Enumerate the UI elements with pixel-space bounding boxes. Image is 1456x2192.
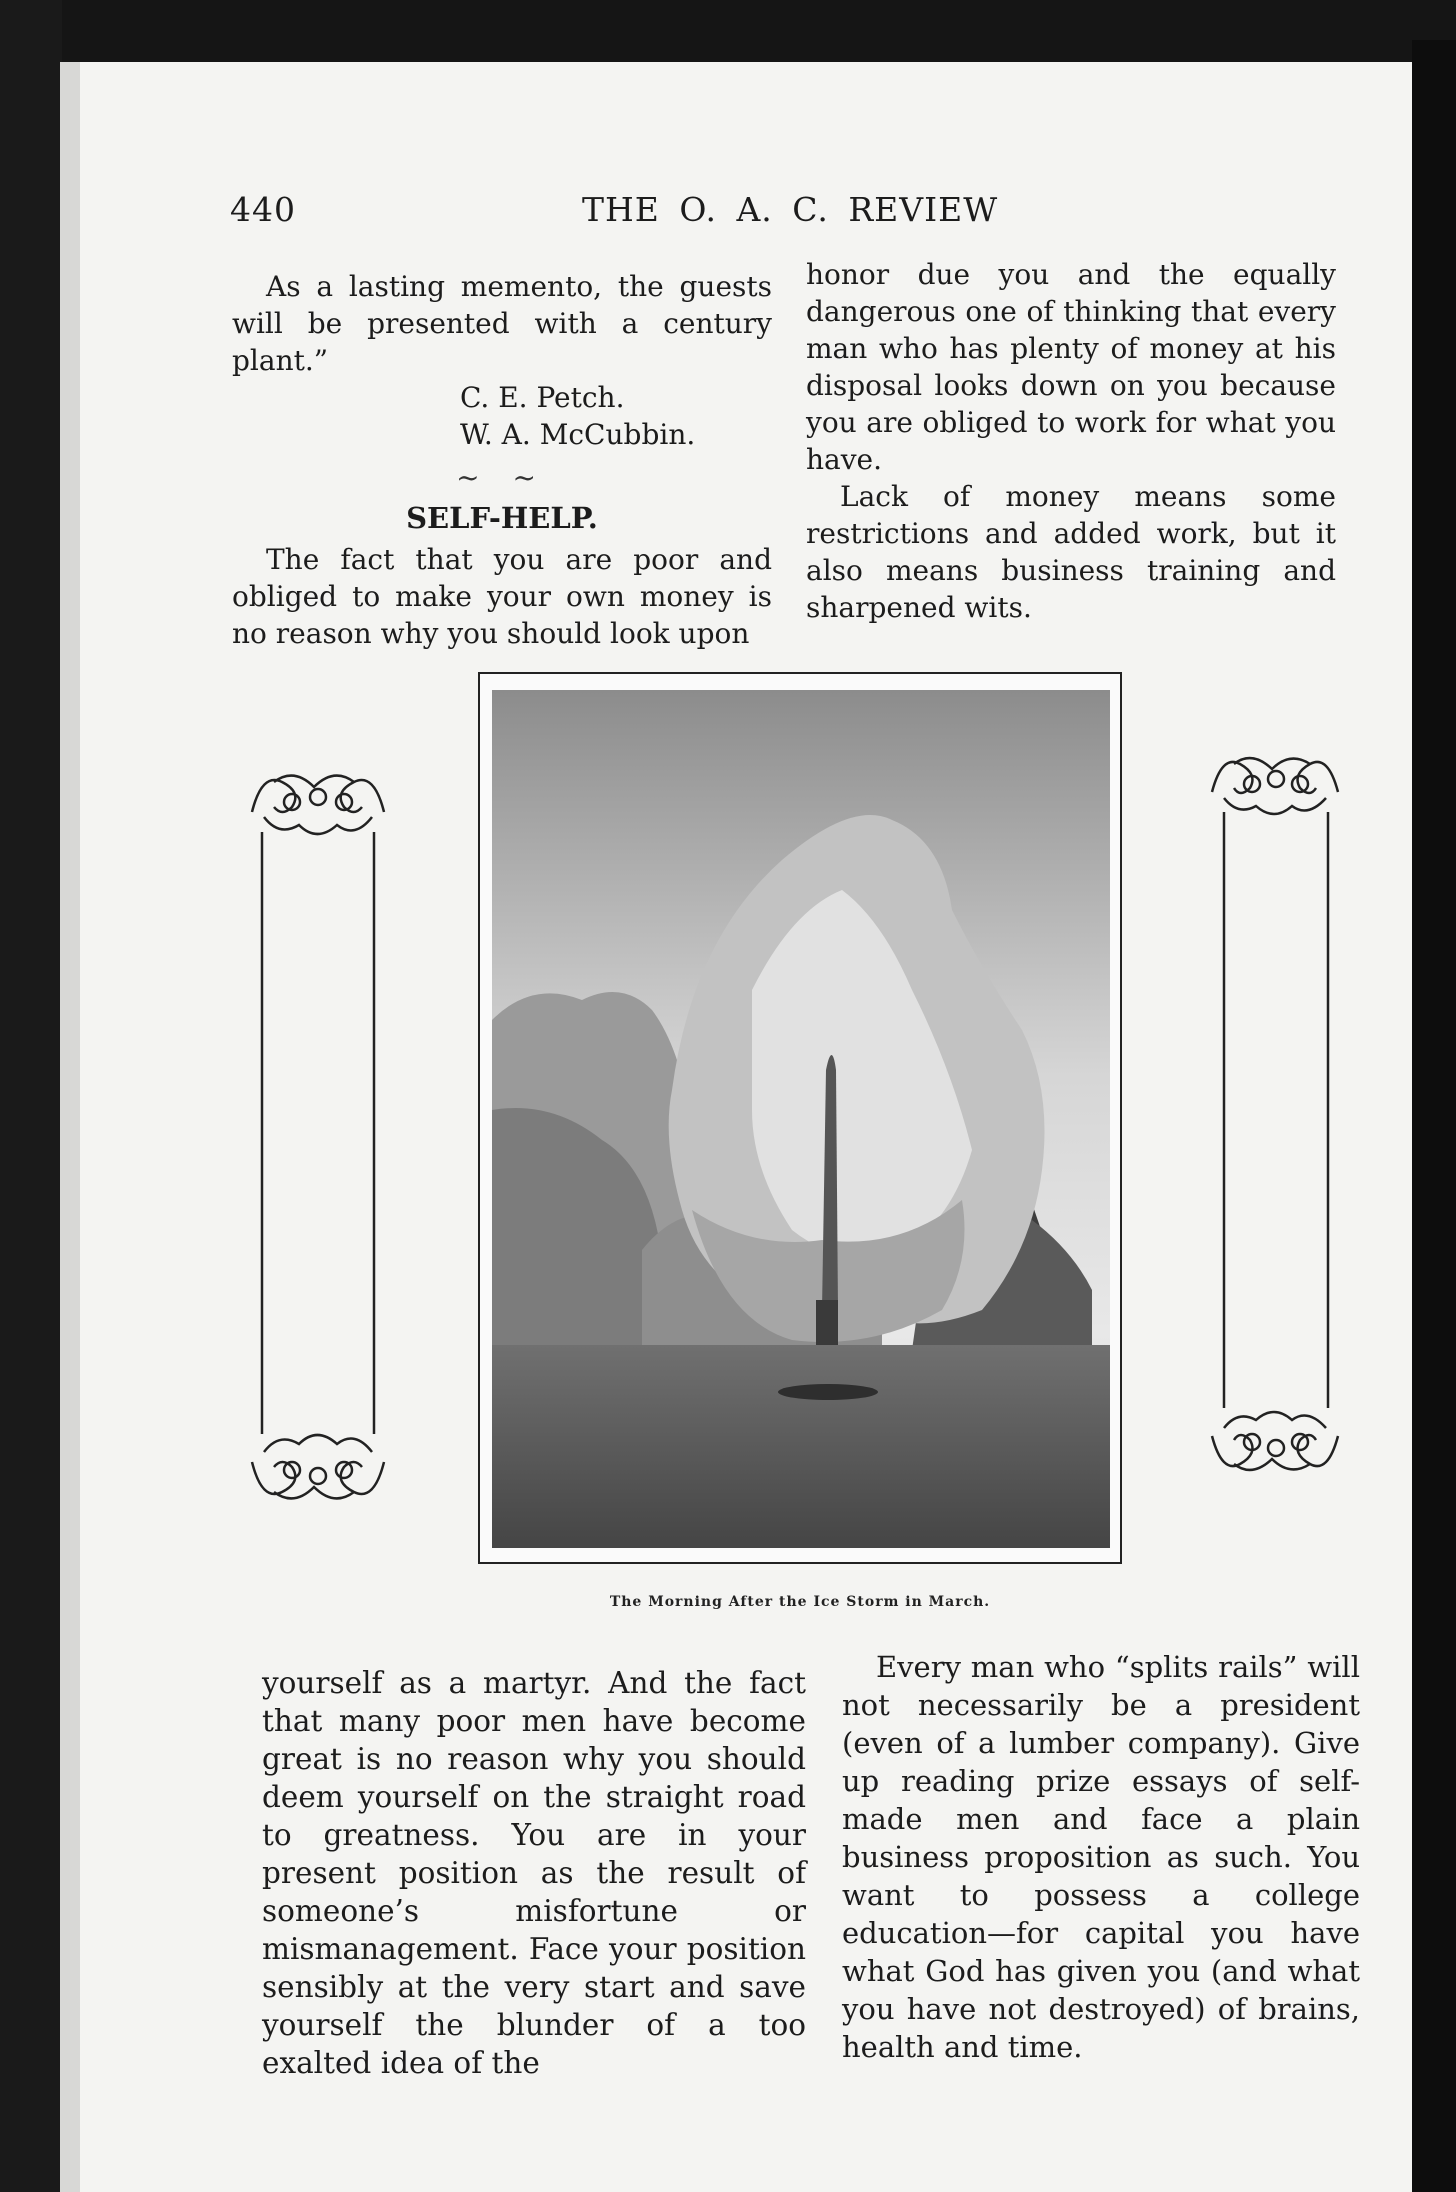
ornamental-frame-right: [1206, 746, 1346, 1480]
column-bottom-left: [262, 1664, 806, 2082]
column-top-right: [806, 256, 1336, 626]
column-bottom-right: [842, 1648, 1360, 2066]
honor-paragraph: honor due you and the equally dangerous one of thinking that every man who has plenty of money at his disposal looks down on you because you are obliged to work for what you have.: [806, 258, 1336, 476]
memento-paragraph: As a lasting memento, the guests will be presented with a century plant.”: [232, 270, 772, 377]
photo-caption: The Morning After the Ice Storm in March.: [609, 1594, 991, 1610]
photo-image: [492, 690, 1110, 1548]
signature-petch: C. E. Petch.: [460, 381, 625, 414]
section-heading: SELF-HELP.: [406, 501, 598, 535]
ornamental-frame-left: [244, 762, 392, 1508]
book-binding-left: [0, 0, 62, 2192]
signature-mccubbin: W. A. McCubbin.: [460, 418, 696, 451]
column-top-left: [232, 268, 772, 652]
self-help-paragraph-start: The fact that you are poor and obliged to make your own money is no reason why you should look upon: [232, 543, 772, 650]
martyr-paragraph: yourself as a martyr. And the fact that many poor men have become great is no reason why you should deem yourself on the straight road to greatness. You are in your present position as the result of someone’s misfortune or mismanagement. Face your position sensibly at the very start and save yourself the blunder of a too exalted idea of the: [262, 1666, 806, 2080]
ice-storm-photograph: [478, 672, 1122, 1564]
splits-rails-paragraph: Every man who “splits rails” will not necessarily be a president (even of a lumber company). Give up reading prize essays of self-made men and face a plain business proposition as such. You want to possess a college education—for capital you have what God has given you (and what you have not destroyed) of brains, health and time.: [842, 1650, 1360, 2064]
page-number: 440: [230, 190, 296, 229]
divider-ornament: ~ ~: [456, 461, 548, 494]
running-head: THE O. A. C. REVIEW: [582, 190, 999, 229]
lack-of-money-paragraph: Lack of money means some restrictions and added work, but it also means business training and sharpened wits.: [806, 480, 1336, 624]
book-binding-right: [1412, 40, 1456, 2192]
